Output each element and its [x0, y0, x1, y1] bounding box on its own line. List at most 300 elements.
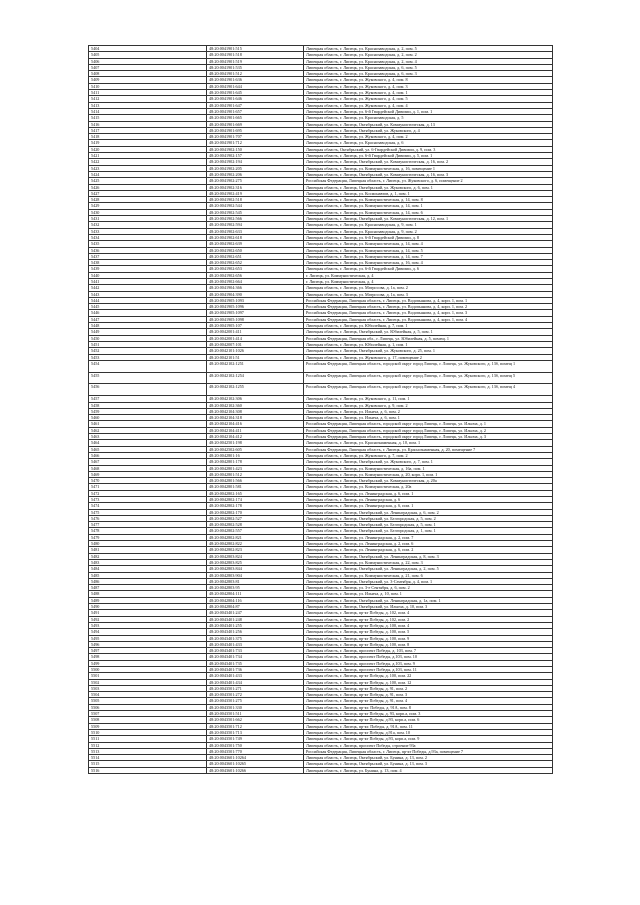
- address-cell: Липецкая область, г. Липецк, ул. Бунина, д. 13, пом. 4: [304, 767, 553, 773]
- row-number-cell: 5425: [89, 178, 207, 184]
- cadastral-number-cell: 48:20:0041901:657: [207, 108, 304, 114]
- cadastral-number-cell: 48:20:0043501:275: [207, 698, 304, 704]
- row-number-cell: 5500: [89, 667, 207, 673]
- row-number-cell: 5431: [89, 216, 207, 222]
- address-cell: Липецкая область, г. Липецк, Октябрьский, ул. Бунина, д. 13, пом. 3: [304, 761, 553, 767]
- address-cell: Липецкая область, г. Липецк, проспект Победы, д.103, пом. 10: [304, 654, 553, 660]
- row-number-cell: 5469: [89, 471, 207, 477]
- row-number-cell: 5419: [89, 140, 207, 146]
- cadastral-number-cell: 48:20:0041904:390: [207, 291, 304, 297]
- address-cell: Липецкая область, г. Липецк, Октябрьский, ул. Коммунистическая, д. 12, пом. 1: [304, 216, 553, 222]
- row-number-cell: 5416: [89, 121, 207, 127]
- cadastral-number-cell: 48:20:0041901:636: [207, 77, 304, 83]
- address-cell: Липецкая область, г. Липецк, ул. Жуковского, д. 4, пом. 4: [304, 102, 553, 108]
- row-number-cell: 5459: [89, 408, 207, 414]
- address-cell: Липецкая область, г. Липецк, ул. Краснознаменная, д. 10, пом. 1: [304, 440, 553, 446]
- row-number-cell: 5457: [89, 396, 207, 402]
- address-cell: Липецкая область, Октябрьский, ул. 6-Гвардейской Дивизии, д. 9, пом. 3: [304, 146, 553, 152]
- row-number-cell: 5409: [89, 77, 207, 83]
- row-number-cell: 5461: [89, 421, 207, 427]
- cadastral-number-cell: 48:20:0041902:633: [207, 228, 304, 234]
- cadastral-number-cell: 48:20:0041902:650: [207, 247, 304, 253]
- row-number-cell: 5489: [89, 597, 207, 603]
- row-number-cell: 5486: [89, 578, 207, 584]
- cadastral-number-cell: 48:20:0041901:712: [207, 140, 304, 146]
- address-cell: Липецкая область, г. Липецк, Октябрьский, ул. Белгородская, д. 5, пом. 1: [304, 522, 553, 528]
- address-cell: Липецкая область, г. Липецк, Октябрьский, ул. Ленинградская, д. 2, пом. 5: [304, 566, 553, 572]
- row-number-cell: 5470: [89, 478, 207, 484]
- row-number-cell: 5410: [89, 83, 207, 89]
- cadastral-number-cell: 48:20:0041901:512: [207, 71, 304, 77]
- address-cell: Российская Федерация, Липецкая область, городской округ город Липецк, г. Липецк, ул. Жуковского, д. 13б, помещ 5: [304, 372, 553, 384]
- address-cell: Липецкая область, г. Липецк, ул. Коммунистическая, д. 20, корп. 1, пом. 1: [304, 471, 553, 477]
- row-number-cell: 5454: [89, 360, 207, 372]
- cadastral-number-cell: 48:20:0041902:618: [207, 234, 304, 240]
- cadastral-number-cell: 48:20:0042104:411: [207, 427, 304, 433]
- address-cell: Липецкая область, г. Липецк, ул. Ильича, д. 6, пом. 1: [304, 415, 553, 421]
- address-cell: Липецкая область, г. Липецк, ул. Жуковского, д. 4, пом. 1: [304, 90, 553, 96]
- cadastral-number-cell: 48:20:0043501:770: [207, 748, 304, 754]
- row-number-cell: 5498: [89, 654, 207, 660]
- row-number-cell: 5504: [89, 692, 207, 698]
- row-number-cell: 5463: [89, 434, 207, 440]
- address-cell: Липецкая область, г. Липецк, пр-кт Победы, д. 100, пом. 8: [304, 641, 553, 647]
- address-cell: Липецкая область, г. Липецк, ул. Жуковского, д. 4, пом. 3: [304, 83, 553, 89]
- cadastral-number-cell: 48:20:0043401:256: [207, 629, 304, 635]
- address-cell: Липецкая область, г. Липецк, ул. Космонавтов, д. 1, пом. 1: [304, 190, 553, 196]
- table-body: [89, 46, 553, 774]
- row-number-cell: 5515: [89, 761, 207, 767]
- table-row: [89, 360, 553, 372]
- address-cell: Российская Федерация, Липецкая область, городской округ город Липецк, г. Липецк, ул. Жуковского, д. 13б, помещ 1: [304, 360, 553, 372]
- row-number-cell: 5495: [89, 635, 207, 641]
- row-number-cell: 5503: [89, 685, 207, 691]
- property-register-table: [88, 45, 553, 774]
- address-cell: Российская Федерация, Липецкая область, г. Липецк, ул. Водопьянова, д. 4, корп. 1, пом. 3: [304, 310, 553, 316]
- cadastral-number-cell: 48:20:0042802:178: [207, 503, 304, 509]
- cadastral-number-cell: 48:20:0042802:174: [207, 496, 304, 502]
- cadastral-number-cell: 48:20:0041905:1096: [207, 304, 304, 310]
- row-number-cell: 5471: [89, 484, 207, 490]
- cadastral-number-cell: 48:20:0042801:178: [207, 459, 304, 465]
- cadastral-number-cell: 48:20:0043401:255: [207, 622, 304, 628]
- row-number-cell: 5433: [89, 228, 207, 234]
- cadastral-number-cell: 48:20:0042802:823: [207, 547, 304, 553]
- row-number-cell: 5443: [89, 291, 207, 297]
- address-cell: Липецкая область, г. Липецк, ул. 6-й Гвардейской Дивизии, д. 6: [304, 266, 553, 272]
- row-number-cell: 5493: [89, 622, 207, 628]
- address-cell: Липецкая область, г. Липецк, ул. Юбилейная, д. 1, пом. 1: [304, 341, 553, 347]
- address-cell: Липецкая область, г. Липецк, ул. Ленинградская, д. 2, пом. 7: [304, 534, 553, 540]
- address-cell: Липецкая область, г. Липецк, ул. Ленинградская, д. 6: [304, 496, 553, 502]
- row-number-cell: 5494: [89, 629, 207, 635]
- address-cell: г. Липецк, ул. Коммунистическая, д. 4: [304, 272, 553, 278]
- cadastral-number-cell: 48:20:0041902:518: [207, 197, 304, 203]
- row-number-cell: 5501: [89, 673, 207, 679]
- row-number-cell: 5476: [89, 515, 207, 521]
- address-cell: Липецкая область, г. Липецк, пр-кт Победы, д.91а, пом. 10: [304, 729, 553, 735]
- address-cell: Липецкая область, г. Липецк, ул. Краснозаводская, д. 6, пом. 5: [304, 64, 553, 70]
- cadastral-number-cell: 48:20:0042804:87: [207, 604, 304, 610]
- cadastral-number-cell: 48:20:0043601:10265: [207, 761, 304, 767]
- row-number-cell: 5445: [89, 304, 207, 310]
- row-number-cell: 5480: [89, 541, 207, 547]
- cadastral-number-cell: 48:20:0043501:713: [207, 729, 304, 735]
- address-cell: Липецкая область, г. Липецк, ул. Ленинградская, д. 6, пом. 1: [304, 490, 553, 496]
- address-cell: Российская Федерация, Липецкая область, г. Липецк, ул. Водопьянова, д. 4, корп. 1, пом. 2: [304, 304, 553, 310]
- address-cell: Липецкая область, г. Липецк, ул. Жуковского, д. 4, пом. 5: [304, 96, 553, 102]
- cadastral-number-cell: 48:20:0042001:411: [207, 329, 304, 335]
- address-cell: Липецкая область, г. Липецк, ул. Жуковского, д. 9, пом. 2: [304, 402, 553, 408]
- cadastral-number-cell: 48:20:0041901:647: [207, 102, 304, 108]
- cadastral-number-cell: 48:20:0041905:1098: [207, 316, 304, 322]
- cadastral-number-cell: 48:20:0042803:904: [207, 572, 304, 578]
- cadastral-number-cell: 48:20:0042803:81: [207, 578, 304, 584]
- address-cell: Липецкая область, г. Липецк, ул. Краснозаводская, д. 6, пом. 3: [304, 71, 553, 77]
- cadastral-number-cell: 48:20:0041905:1093: [207, 297, 304, 303]
- row-number-cell: 5484: [89, 566, 207, 572]
- address-cell: Российская Федерация, Липецкая область, г. Липецк, ул. Водопьянова, д. 4, корп. 1, пом. 1: [304, 297, 553, 303]
- row-number-cell: 5466: [89, 452, 207, 458]
- row-number-cell: 5444: [89, 297, 207, 303]
- cadastral-number-cell: 48:20:0042802:170: [207, 509, 304, 515]
- row-number-cell: 5452: [89, 348, 207, 354]
- row-number-cell: 5408: [89, 71, 207, 77]
- row-number-cell: 5488: [89, 591, 207, 597]
- row-number-cell: 5404: [89, 46, 207, 52]
- row-number-cell: 5458: [89, 402, 207, 408]
- cadastral-number-cell: 48:20:0041905:107: [207, 323, 304, 329]
- address-cell: Российская Федерация, Липецкая область, городской округ город Липецк, г. Липецк, ул. Жуковского, д. 13б, помещ 4: [304, 384, 553, 396]
- address-cell: Липецкая область, г. Липецк, Октябрьский, ул. Белгородская, д. 1, пом. 1: [304, 528, 553, 534]
- address-cell: Российская Федерация, Липецкая обл., г. Липецк, ул. Юбилейная, д. 5, помещ. 1: [304, 335, 553, 341]
- cadastral-number-cell: 48:20:0043401:735: [207, 660, 304, 666]
- row-number-cell: 5451: [89, 341, 207, 347]
- address-cell: Липецкая область, г. Липецк, ул. Ленинградская, д. 6, пом. 1: [304, 503, 553, 509]
- row-number-cell: 5513: [89, 748, 207, 754]
- cadastral-number-cell: 48:20:0042802:527: [207, 515, 304, 521]
- cadastral-number-cell: 48:20:0041902:656: [207, 272, 304, 278]
- address-cell: Липецкая область, г. Липецк, Октябрьский, ул. Коммунистическая, д. 16, пом. 3: [304, 171, 553, 177]
- address-cell: Липецкая область, г. Липецк, пр-кт Победы, д. 91, пом. 3: [304, 692, 553, 698]
- cadastral-number-cell: 48:20:0041902:316: [207, 184, 304, 190]
- address-cell: Российская Федерация, Липецкая область, г. Липецк, пр-кт Победы, д.93а, помещение 7: [304, 748, 553, 754]
- cadastral-number-cell: 48:20:0043401:248: [207, 616, 304, 622]
- row-number-cell: 5465: [89, 446, 207, 452]
- cadastral-number-cell: 48:20:0042804:116: [207, 597, 304, 603]
- address-cell: Липецкая область, г. Липецк, ул. Краснозаводская, д. 2, пом. 2: [304, 52, 553, 58]
- address-cell: Российская Федерация, Липецкая область, г. Липецк, ул. Жуковского, д. 6, помещение 2: [304, 178, 553, 184]
- row-number-cell: 5468: [89, 465, 207, 471]
- cadastral-number-cell: 48:20:0042803:844: [207, 566, 304, 572]
- cadastral-number-cell: 48:20:0042102:1254: [207, 372, 304, 384]
- address-cell: Липецкая область, г. Липецк, пр-кт. Победы, д. 91А, пом. 11: [304, 723, 553, 729]
- cadastral-number-cell: 48:20:0041902:275: [207, 178, 304, 184]
- row-number-cell: 5411: [89, 90, 207, 96]
- cadastral-number-cell: 48:20:0041901:669: [207, 121, 304, 127]
- row-number-cell: 5429: [89, 203, 207, 209]
- address-cell: Липецкая область, г. Липецк, ул. Жуковского, д. 4, пом. 2: [304, 134, 553, 140]
- cadastral-number-cell: 48:20:0042802:165: [207, 490, 304, 496]
- cadastral-number-cell: 48:20:0041902:545: [207, 209, 304, 215]
- cadastral-number-cell: 48:20:0043501:749: [207, 736, 304, 742]
- row-number-cell: 5413: [89, 102, 207, 108]
- cadastral-number-cell: 48:20:0042801:566: [207, 478, 304, 484]
- row-number-cell: 5474: [89, 503, 207, 509]
- row-number-cell: 5455: [89, 372, 207, 384]
- cadastral-number-cell: 48:20:0043501:272: [207, 692, 304, 698]
- cadastral-number-cell: 48:20:0043601:10264: [207, 755, 304, 761]
- row-number-cell: 5438: [89, 260, 207, 266]
- row-number-cell: 5473: [89, 496, 207, 502]
- table-row: [89, 767, 553, 773]
- cadastral-number-cell: 48:20:0043501:511: [207, 711, 304, 717]
- cadastral-number-cell: 48:20:0041901:515: [207, 46, 304, 52]
- cadastral-number-cell: 48:20:0041905:1097: [207, 310, 304, 316]
- row-number-cell: 5491: [89, 610, 207, 616]
- row-number-cell: 5439: [89, 266, 207, 272]
- address-cell: Липецкая область, г. Липецк, ул. Ильича, д. 10, пом. 1: [304, 591, 553, 597]
- cadastral-number-cell: 48:20:0043501:662: [207, 717, 304, 723]
- cadastral-number-cell: 48:20:0043501:750: [207, 742, 304, 748]
- row-number-cell: 5412: [89, 96, 207, 102]
- cadastral-number-cell: 48:20:0042001:414: [207, 335, 304, 341]
- row-number-cell: 5449: [89, 329, 207, 335]
- table-row: [89, 384, 553, 396]
- row-number-cell: 5499: [89, 660, 207, 666]
- address-cell: Липецкая область, г. Липецк, проспект Победы, д. 103, пом. 7: [304, 648, 553, 654]
- row-number-cell: 5418: [89, 134, 207, 140]
- cadastral-number-cell: 48:20:0042801:512: [207, 471, 304, 477]
- cadastral-number-cell: 48:20:0043401:434: [207, 679, 304, 685]
- address-cell: Липецкая область, г. Липецк, Октябрьский, ул. Жуковского, д. 25, пом. 1: [304, 348, 553, 354]
- cadastral-number-cell: 48:20:0041901:518: [207, 52, 304, 58]
- address-cell: Липецкая область, г. Липецк, Октябрьский, ул. Ленинградская, д. 6, пом. 2: [304, 509, 553, 515]
- row-number-cell: 5450: [89, 335, 207, 341]
- address-cell: Липецкая область, г. Липецк, пр-кт Победы, д. 100, пом. 4: [304, 622, 553, 628]
- address-cell: Липецкая область, г. Липецк, ул. Краснозаводская, д. 2, пом. 5: [304, 46, 553, 52]
- address-cell: Липецкая область, г. Липецк, ул. Коммунистическая, д. 16a, пом. 1: [304, 465, 553, 471]
- cadastral-number-cell: 48:20:0043401:736: [207, 667, 304, 673]
- row-number-cell: 5420: [89, 146, 207, 152]
- address-cell: Липецкая область, г. Липецк, ул. Коммунистическая, д. 14, пом. 7: [304, 253, 553, 259]
- row-number-cell: 5482: [89, 553, 207, 559]
- address-cell: Российская Федерация, Липецкая область, г. Липецк, ул. Краснознаменная, д. 20, помещение 7: [304, 446, 553, 452]
- row-number-cell: 5483: [89, 559, 207, 565]
- row-number-cell: 5407: [89, 64, 207, 70]
- row-number-cell: 5422: [89, 159, 207, 165]
- cadastral-number-cell: 48:20:0042802:557: [207, 528, 304, 534]
- cadastral-number-cell: 48:20:0043401:733: [207, 648, 304, 654]
- row-number-cell: 5405: [89, 52, 207, 58]
- cadastral-number-cell: 48:20:0042104:412: [207, 434, 304, 440]
- row-number-cell: 5448: [89, 323, 207, 329]
- address-cell: Липецкая область, г. Липецк, ул. Ленинградская, д. 2, пом. 6: [304, 541, 553, 547]
- cadastral-number-cell: 48:20:0041901:665: [207, 115, 304, 121]
- address-cell: Липецкая область, г. Липецк, Октябрьский, ул. Коммунистическая, д. 13: [304, 121, 553, 127]
- address-cell: Липецкая область, г. Липецк, ул. Коммунистическая, д. 14, пом. 1: [304, 203, 553, 209]
- cadastral-number-cell: 48:20:0043501:330: [207, 704, 304, 710]
- document-page: [88, 45, 552, 774]
- address-cell: Липецкая область, г. Липецк, ул. Жуковского, д. 17, помещение 2: [304, 354, 553, 360]
- address-cell: Липецкая область, г. Липецк, ул. Коммунистическая, д. 14, пом. 6: [304, 209, 553, 215]
- cadastral-number-cell: 48:20:0042102:306: [207, 396, 304, 402]
- address-cell: Липецкая область, г. Липецк, пр-кт Победы, д. 100, пом. 12: [304, 679, 553, 685]
- address-cell: Липецкая область, г. Липецк, ул. Жуковского, д. 7, пом. 2: [304, 452, 553, 458]
- address-cell: Липецкая область, г. Липецк, пр-кт Победы, д. 100, пом. 5: [304, 629, 553, 635]
- row-number-cell: 5507: [89, 711, 207, 717]
- cadastral-number-cell: 48:20:0041901:535: [207, 64, 304, 70]
- cadastral-number-cell: 48:20:0041901:645: [207, 90, 304, 96]
- cadastral-number-cell: 48:20:0042101:51: [207, 354, 304, 360]
- cadastral-number-cell: 48:20:0041902:194: [207, 159, 304, 165]
- table-row: [89, 372, 553, 384]
- row-number-cell: 5508: [89, 717, 207, 723]
- cadastral-number-cell: 48:20:0041901:646: [207, 96, 304, 102]
- row-number-cell: 5496: [89, 641, 207, 647]
- address-cell: Липецкая область, г. Липецк, ул. 6-й Гвардейской Дивизии, д. 1, пом. 1: [304, 108, 553, 114]
- cadastral-number-cell: 48:20:0041902:566: [207, 216, 304, 222]
- address-cell: Липецкая область, г. Липецк, ул. 6-й Гвардейской Дивизии, д. 5, пом. 1: [304, 153, 553, 159]
- cadastral-number-cell: 48:20:0041902:205: [207, 165, 304, 171]
- cadastral-number-cell: 48:20:0041901:519: [207, 58, 304, 64]
- address-cell: Липецкая область, г. Липецк, пр-кт. Победы, д. 91А, пом. 8: [304, 704, 553, 710]
- cadastral-number-cell: 48:20:0041904:366: [207, 285, 304, 291]
- address-cell: Липецкая область, г. Липецк, ул. Жуковского, д. 11, пом. 1: [304, 396, 553, 402]
- address-cell: Липецкая область, г. Липецк, ул. Жуковского, д. 4, пом. 8: [304, 77, 553, 83]
- address-cell: Липецкая область, г. Липецк, ул. Ленинградская, д. 6, пом. 2: [304, 547, 553, 553]
- row-number-cell: 5456: [89, 384, 207, 396]
- cadastral-number-cell: 48:20:0041902:653: [207, 266, 304, 272]
- cadastral-number-cell: 48:20:0042801:423: [207, 465, 304, 471]
- address-cell: Липецкая область, г. Липецк, ул. Коммунистическая, д. 14, пом. 5: [304, 247, 553, 253]
- cadastral-number-cell: 48:20:0042102:1251: [207, 360, 304, 372]
- cadastral-number-cell: 48:20:0042102:360: [207, 402, 304, 408]
- cadastral-number-cell: 48:20:0042501:198: [207, 440, 304, 446]
- address-cell: Российская Федерация, Липецкая область, г. Липецк, ул. Водопьянова, д. 4, корп. 1, пом. 4: [304, 316, 553, 322]
- row-number-cell: 5479: [89, 534, 207, 540]
- row-number-cell: 5442: [89, 285, 207, 291]
- address-cell: Липецкая область, г. Липецк, ул. Коммунистическая, д. 14, пом. 4: [304, 241, 553, 247]
- row-number-cell: 5414: [89, 108, 207, 114]
- cadastral-number-cell: 48:20:0042102:1255: [207, 384, 304, 396]
- row-number-cell: 5415: [89, 115, 207, 121]
- address-cell: Липецкая область, г. Липецк, Октябрьский, ул. Белгородская, д. 5, пом. 2: [304, 515, 553, 521]
- row-number-cell: 5427: [89, 190, 207, 196]
- cadastral-number-cell: 48:20:0042104:318: [207, 415, 304, 421]
- address-cell: Липецкая область, г. Липецк, ул. Краснозаводская, д. 6: [304, 140, 553, 146]
- row-number-cell: 5447: [89, 316, 207, 322]
- row-number-cell: 5497: [89, 648, 207, 654]
- address-cell: Липецкая область, г. Липецк, Октябрьский, ул. Ленинградская, д. 1a, пом. 1: [304, 597, 553, 603]
- row-number-cell: 5481: [89, 547, 207, 553]
- address-cell: Липецкая область, г. Липецк, Октябрьский, ул. Жуковского, д. 7, пом. 1: [304, 459, 553, 465]
- cadastral-number-cell: 48:20:0042802:821: [207, 534, 304, 540]
- row-number-cell: 5487: [89, 585, 207, 591]
- address-cell: Липецкая область, г. Липецк, Октябрьский, ул. Ильича, д. 10, пом. 3: [304, 604, 553, 610]
- cadastral-number-cell: 48:20:0041902:544: [207, 203, 304, 209]
- cadastral-number-cell: 48:20:0042101:1026: [207, 348, 304, 354]
- address-cell: Липецкая область, г. Липецк, пр-кт Победы, д. 102, пом. 4: [304, 610, 553, 616]
- address-cell: Липецкая область, г. Липецк, ул. Краснозаводская, д. 2, пом. 4: [304, 58, 553, 64]
- cadastral-number-cell: 48:20:0043501:712: [207, 723, 304, 729]
- row-number-cell: 5432: [89, 222, 207, 228]
- row-number-cell: 5475: [89, 509, 207, 515]
- row-number-cell: 5512: [89, 742, 207, 748]
- row-number-cell: 5506: [89, 704, 207, 710]
- address-cell: Липецкая область, г. Липецк, пр-кт Победы, д. 91, пом. 4: [304, 698, 553, 704]
- row-number-cell: 5440: [89, 272, 207, 278]
- row-number-cell: 5434: [89, 234, 207, 240]
- cadastral-number-cell: 48:20:0043401:433: [207, 673, 304, 679]
- row-number-cell: 5421: [89, 153, 207, 159]
- cadastral-number-cell: 48:20:0043401:734: [207, 654, 304, 660]
- address-cell: Липецкая область, г. Липецк, ул. Ильича, д. 6, пом. 2: [304, 408, 553, 414]
- address-cell: Липецкая область, г. Липецк, пр-кт Победы, д.93, корп.а, пом. 6: [304, 717, 553, 723]
- row-number-cell: 5514: [89, 755, 207, 761]
- cadastral-number-cell: 48:20:0041901:707: [207, 134, 304, 140]
- cadastral-number-cell: 48:20:0041902:664: [207, 278, 304, 284]
- address-cell: Липецкая область, г. Липецк, Октябрьский, ул. Жуковского, д. 6, пом. 1: [304, 184, 553, 190]
- row-number-cell: 5423: [89, 165, 207, 171]
- row-number-cell: 5467: [89, 459, 207, 465]
- address-cell: Липецкая область, г. Липецк, проспект Победы, строение 93а: [304, 742, 553, 748]
- cadastral-number-cell: 48:20:0042802:822: [207, 541, 304, 547]
- row-number-cell: 5462: [89, 427, 207, 433]
- row-number-cell: 5490: [89, 604, 207, 610]
- address-cell: Липецкая область, г. Липецк, Октябрьский, ул. Коммунистическая, д. 16, пом. 2: [304, 159, 553, 165]
- row-number-cell: 5428: [89, 197, 207, 203]
- cadastral-number-cell: 48:20:0042804:111: [207, 591, 304, 597]
- cadastral-number-cell: 48:20:0042104:308: [207, 408, 304, 414]
- cadastral-number-cell: 48:20:0042803:824: [207, 553, 304, 559]
- row-number-cell: 5426: [89, 184, 207, 190]
- address-cell: Липецкая область, г. Липецк, ул. Краснозаводская, д. 9, пом. 2: [304, 228, 553, 234]
- address-cell: Липецкая область, г. Липецк, Октябрьский, ул. Жуковского, д. 4: [304, 127, 553, 133]
- address-cell: Липецкая область, г. Липецк, пр-кт Победы, д.93, корп.а, пом. 9: [304, 736, 553, 742]
- cadastral-number-cell: 48:20:0043401:433: [207, 641, 304, 647]
- address-cell: Липецкая область, г. Липецк, ул. Матросова, д. 1a, пом. 3: [304, 291, 553, 297]
- row-number-cell: 5446: [89, 310, 207, 316]
- row-number-cell: 5453: [89, 354, 207, 360]
- row-number-cell: 5505: [89, 698, 207, 704]
- address-cell: Липецкая область, г. Липецк, ул. Коммунистическая, д. 21, пом. 6: [304, 572, 553, 578]
- address-cell: Липецкая область, г. Липецк, ул. Коммунистическая, д. 20a: [304, 484, 553, 490]
- address-cell: Российская Федерация, Липецкая область, городской округ город Липецк, г. Липецк, ул. Ильича, д. 3: [304, 434, 553, 440]
- cadastral-number-cell: 48:20:0043401:375: [207, 635, 304, 641]
- row-number-cell: 5436: [89, 247, 207, 253]
- address-cell: Липецкая область, г. Липецк, ул. 3-е Сентября, д. 6, пом. 2: [304, 585, 553, 591]
- row-number-cell: 5485: [89, 572, 207, 578]
- address-cell: Липецкая область, г. Липецк, ул. Коммунистическая, д. 16, пом. 4: [304, 260, 553, 266]
- cadastral-number-cell: 48:20:0041901:695: [207, 127, 304, 133]
- cadastral-number-cell: 48:20:0041902:157: [207, 153, 304, 159]
- address-cell: Липецкая область, г. Липецк, пр-кт Победы, д. 102, пом. 2: [304, 616, 553, 622]
- row-number-cell: 5424: [89, 171, 207, 177]
- address-cell: Липецкая область, г. Липецк, ул. Матросова, д. 1a, пом. 2: [304, 285, 553, 291]
- row-number-cell: 5509: [89, 723, 207, 729]
- row-number-cell: 5516: [89, 767, 207, 773]
- cadastral-number-cell: 48:20:0042007:101: [207, 341, 304, 347]
- row-number-cell: 5441: [89, 278, 207, 284]
- row-number-cell: 5417: [89, 127, 207, 133]
- cadastral-number-cell: 48:20:0042803:825: [207, 559, 304, 565]
- cadastral-number-cell: 48:20:0041901:644: [207, 83, 304, 89]
- cadastral-number-cell: 48:20:0042801:16: [207, 452, 304, 458]
- row-number-cell: 5430: [89, 209, 207, 215]
- cadastral-number-cell: 48:20:0041902:419: [207, 190, 304, 196]
- cadastral-number-cell: 48:20:0042803:95: [207, 585, 304, 591]
